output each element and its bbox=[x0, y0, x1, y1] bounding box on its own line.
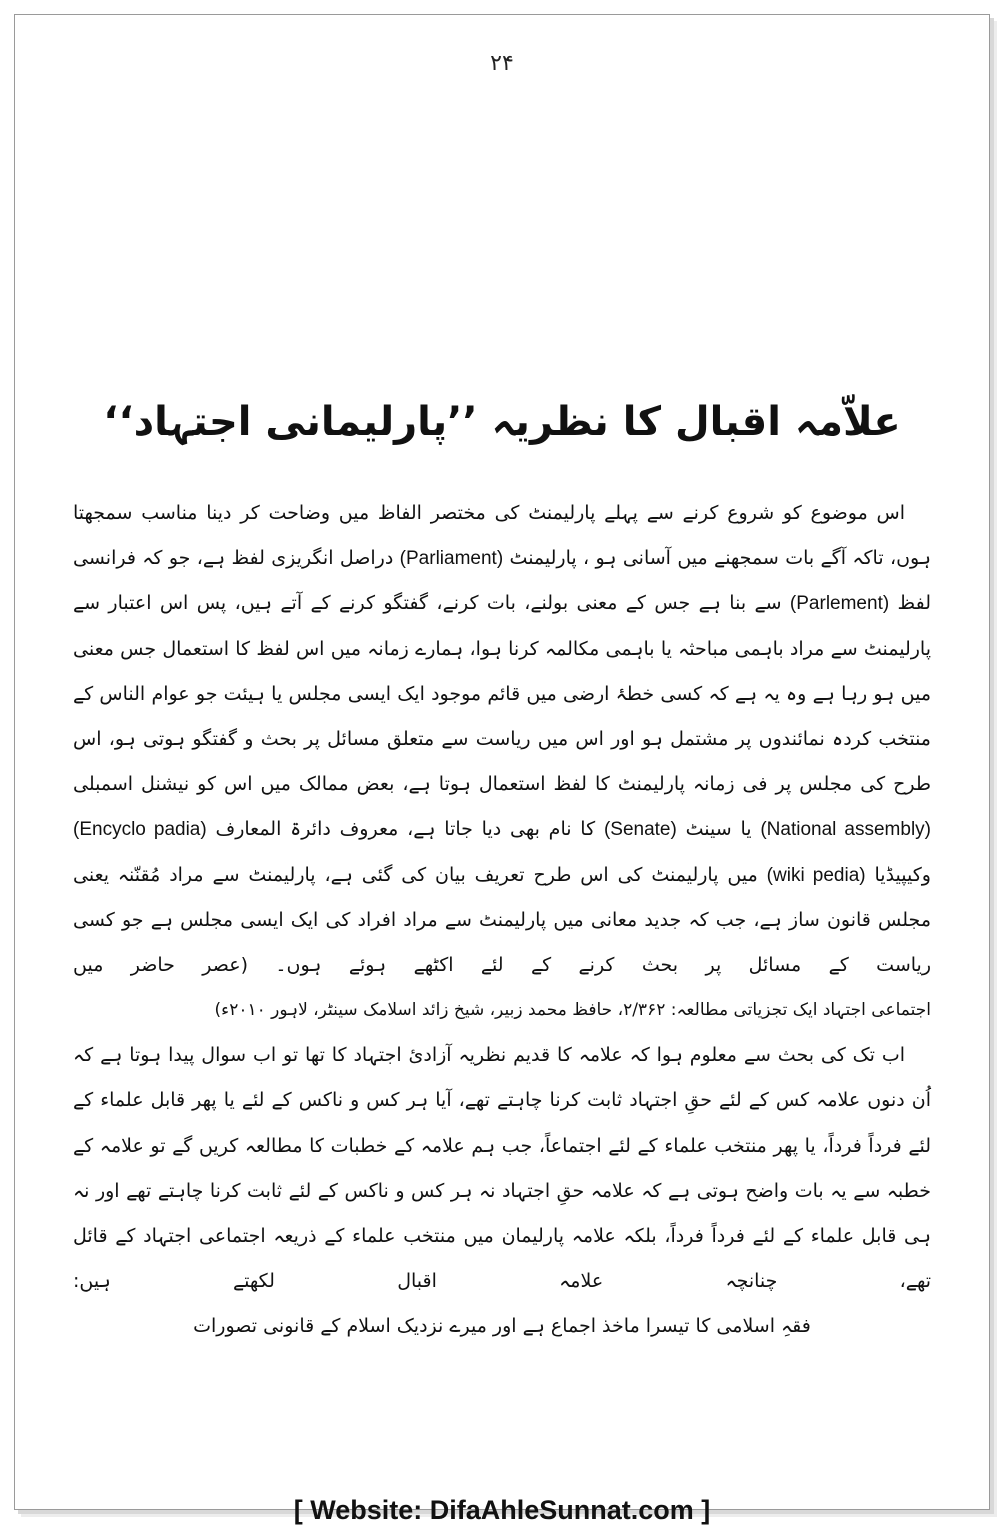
page-number: ۲۴ bbox=[490, 51, 514, 76]
page-frame bbox=[14, 14, 990, 1525]
term-encyclopedia: (Encyclo padia) bbox=[73, 819, 207, 841]
paragraph-1-part-7: میں پارلیمنٹ کی اس طرح تعریف بیان کی گئی ہے، پارلیمنٹ سے مراد مُقنّنہ یعنی مجلس قانون ساز ہے، جب کہ جدید معانی میں پارلیمنٹ سے مراد افراد کی ایک ایسی مجلس ہے جو کسی ریاست کے مسائل پر بحث کرنے کے لئے اکٹھے ہوئے ہوں۔ (عصر حاضر میں bbox=[73, 863, 931, 977]
paragraph-1-part-2: دراصل انگریزی لفظ ہے، جو کہ فرانسی لفظ bbox=[73, 547, 931, 615]
term-parliament: (Parliament) bbox=[399, 548, 504, 570]
paragraph-1-part-4: یا سینٹ bbox=[685, 818, 752, 841]
citation: اجتماعی اجتہاد ایک تجزیاتی مطالعہ: ۲/۳۶۲، حافظ محمد زبیر، شیخ زائد اسلامک سینٹر، لاہور ۲۰۱۰ء) bbox=[214, 1000, 931, 1021]
paragraph-1-part-1: اس موضوع کو شروع کرنے سے پہلے پارلیمنٹ کی مختصر الفاظ میں وضاحت کر دینا مناسب سمجھتا ہوں، تاکہ آگے بات سمجھنے میں آسانی ہو ، پارلیمنٹ bbox=[73, 502, 932, 570]
paragraph-1-part-6: وکیپیڈیا bbox=[874, 863, 931, 886]
term-parlement: (Parlement) bbox=[789, 593, 890, 615]
term-wikipedia: (wiki pedia) bbox=[766, 864, 866, 886]
term-senate: (Senate) bbox=[603, 819, 677, 841]
term-national-assembly: (National assembly) bbox=[760, 819, 931, 841]
website-footer: [ Website: DifaAhleSunnat.com ] bbox=[293, 1495, 711, 1525]
page-title: علاّمہ اقبال کا نظریہ ’’پارلیمانی اجتہاد‘‘ bbox=[103, 399, 901, 445]
paragraph-1-part-3: سے بنا ہے جس کے معنی بولنے، بات کرنے، گفتگو کرنے کے آتے ہیں، پس اس اعتبار سے پارلیمنٹ سے مراد باہمی مباحثہ یا باہمی مکالمہ کرنا ہوا، ہمارے زمانہ میں اس لفظ کا استعمال جس معنی میں ہو رہا ہے وہ یہ ہے کہ کسی خطۂ ارضی میں قائم موجود ایک ایسی مجلس یا ہیئت جو عوام الناس کے منتخب کردہ نمائندوں پر مشتمل ہو اور اس میں ریاست سے متعلق مسائل پر بحث و گفتگو ہوتی ہو، اس طرح کی مجلس پر فی زمانہ پارلیمنٹ کا لفظ استعمال ہوتا ہے، بعض ممالک میں اس کو نیشنل اسمبلی bbox=[73, 592, 931, 796]
paragraph-1-part-5: کا نام بھی دیا جاتا ہے، معروف دائرۃ المعارف bbox=[215, 818, 596, 841]
article-body bbox=[73, 491, 931, 1349]
paragraph-1 bbox=[73, 491, 931, 988]
block-quote: فقہِ اسلامی کا تیسرا ماخذ اجماع ہے اور میرے نزدیک اسلام کے قانونی تصورات bbox=[193, 1315, 811, 1338]
paragraph-2: اب تک کی بحث سے معلوم ہوا کہ علامہ کا قدیم نظریہ آزادئ اجتہاد کا تھا تو اب سوال پیدا ہوتا ہے کہ اُن دنوں علامہ کس کے لئے حقِ اجتہاد ثابت کرنا چاہتے تھے، آیا ہر کس و ناکس کے لئے یا پھر قابل علماء کے لئے فرداً فرداً، یا پھر منتخب علماء کے لئے اجتماعاً، جب ہم علامہ کے خطبات کا مطالعہ کریں گے تو علامہ کے خطبہ سے یہ بات واضح ہوتی ہے کہ علامہ حقِ اجتہاد نہ ہر کس و ناکس کے لئے ثابت کرنا چاہتے تھے اور نہ ہی قابل علماء کے لئے فرداً فرداً، بلکہ علامہ پارلیمان میں منتخب علماء کے ذریعہ اجتماعی اجتہاد کے قائل تھے، چنانچہ علامہ اقبال لکھتے ہیں: bbox=[73, 1044, 931, 1293]
